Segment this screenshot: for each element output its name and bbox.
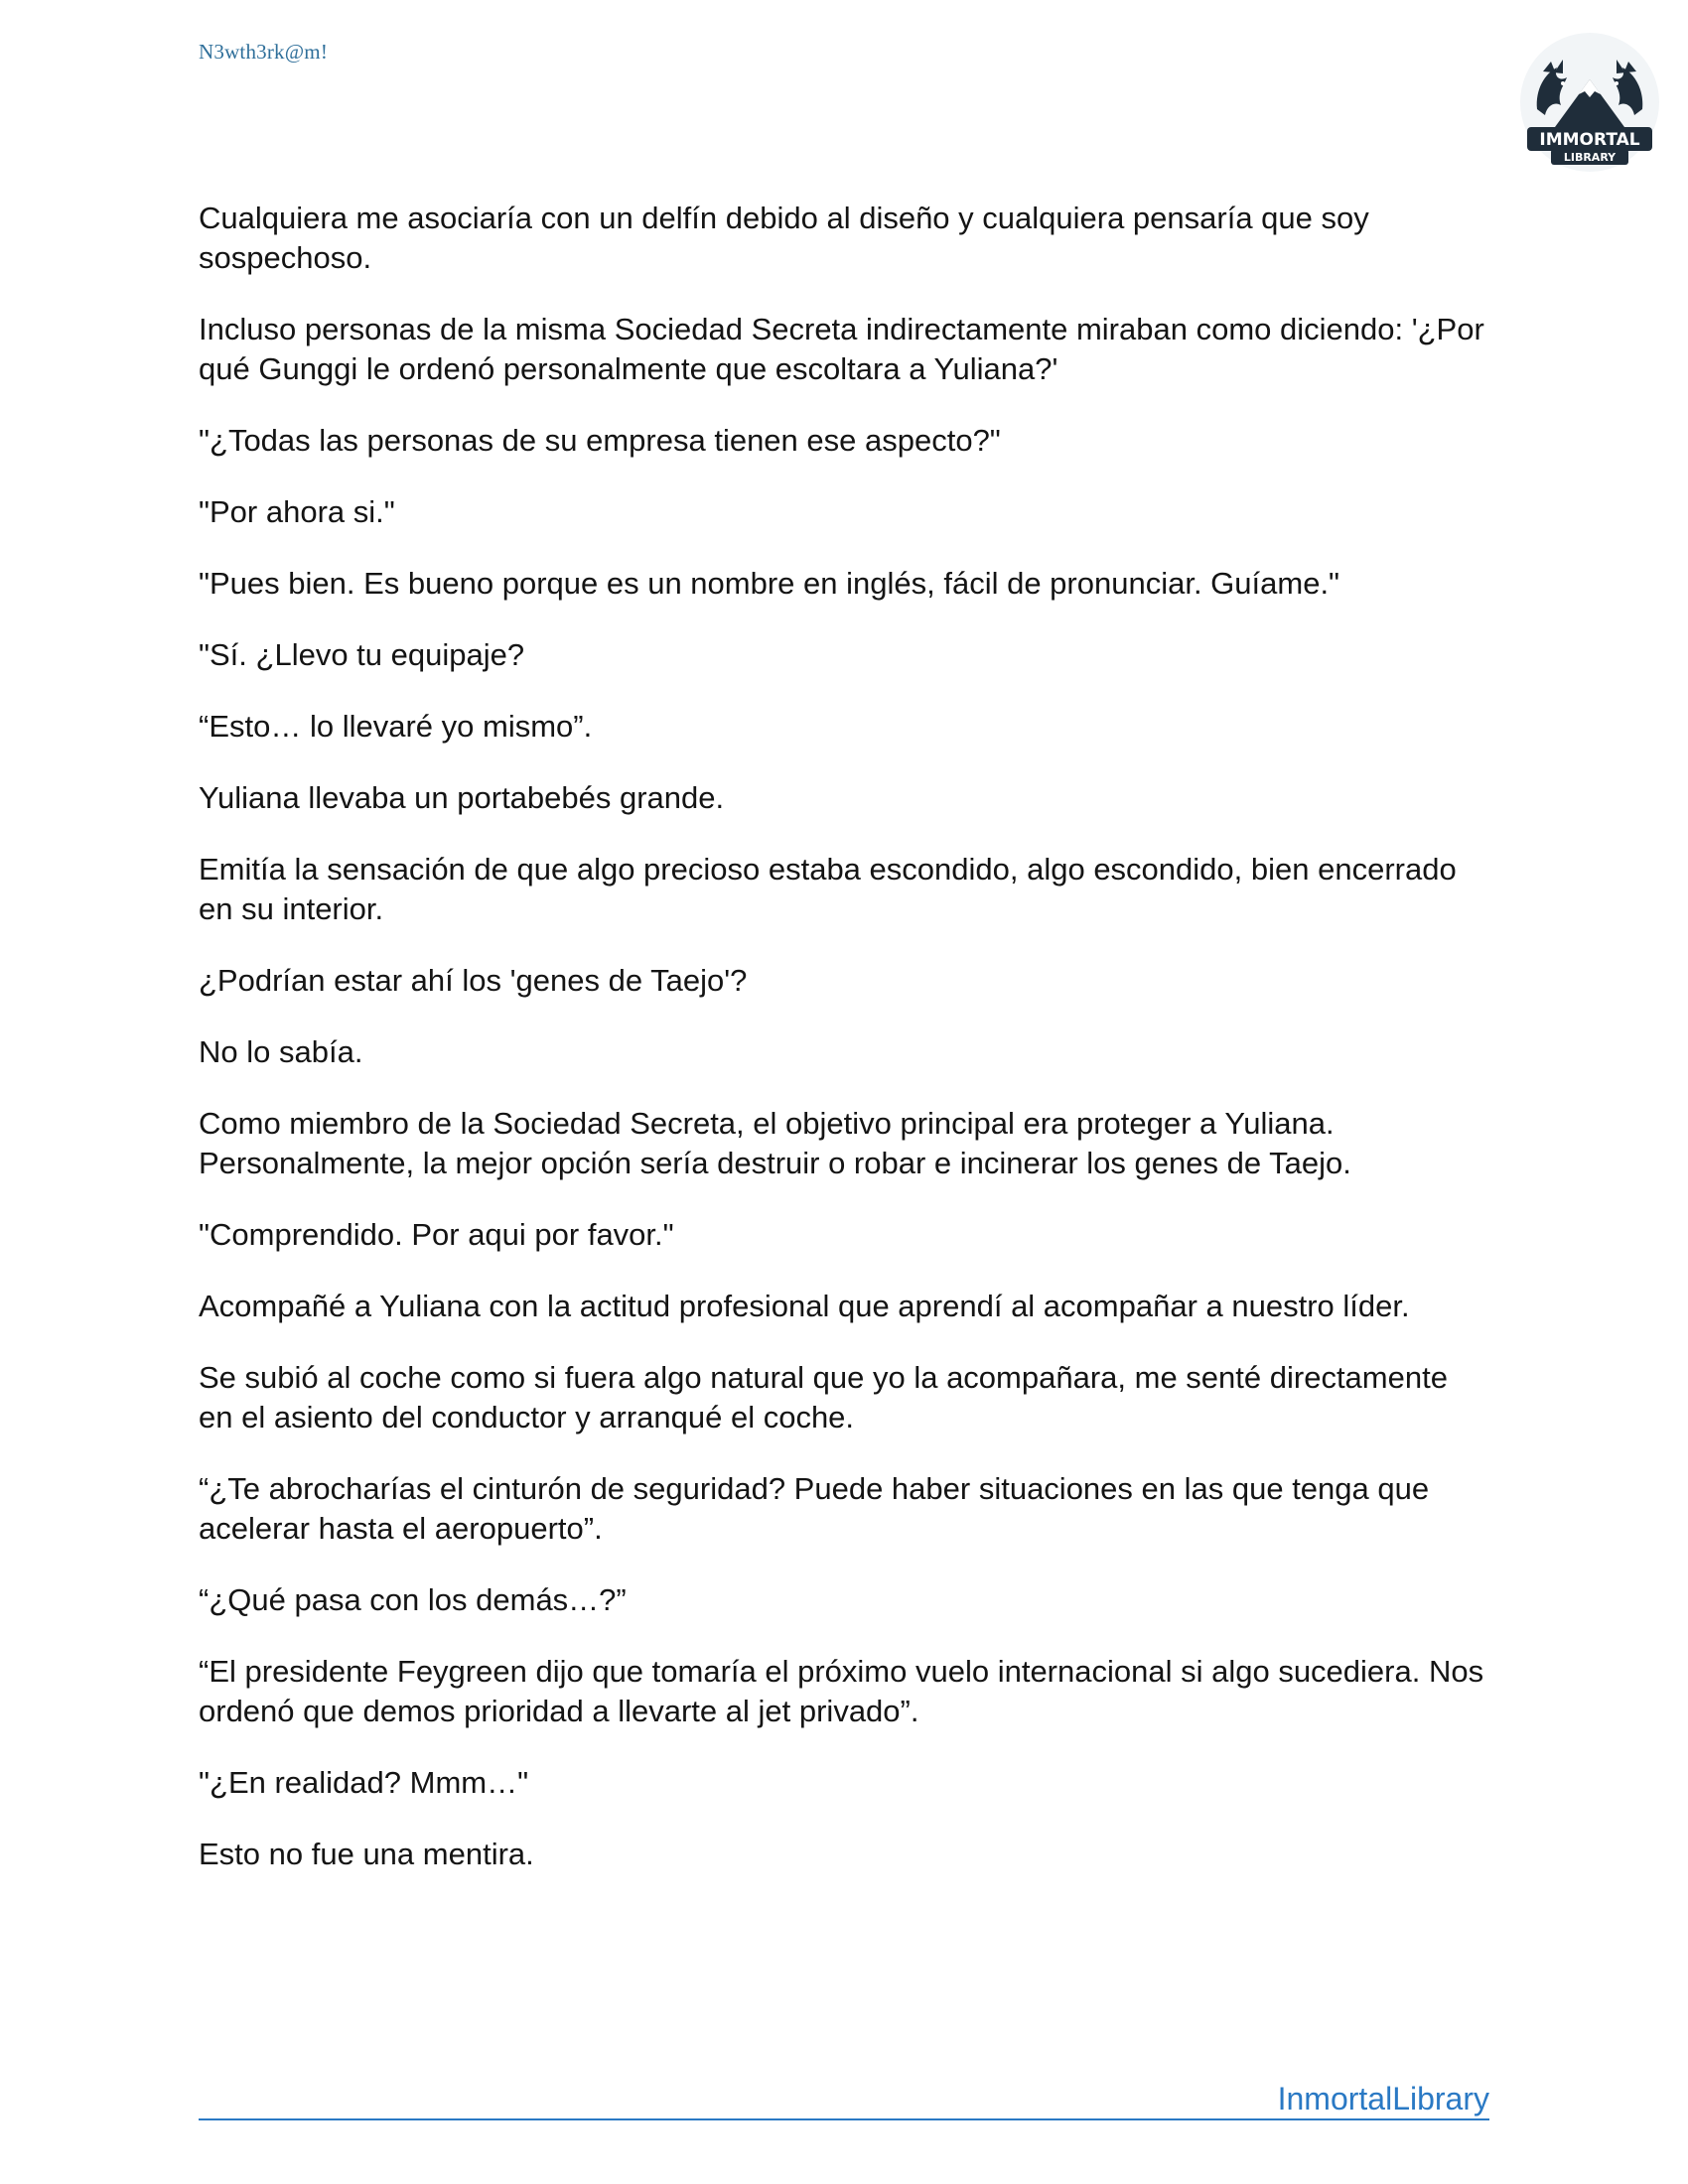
paragraph: "Comprendido. Por aqui por favor." bbox=[199, 1217, 674, 1252]
paragraph: "Pues bien. Es bueno porque es un nombre en inglés, fácil de pronunciar. Guíame." bbox=[199, 566, 1340, 601]
paragraph: Incluso personas de la misma Sociedad Secreta indirectamente miraban como diciendo: '¿Por qué Gunggi le ordenó personalmente que escoltara a Yuliana?' bbox=[199, 312, 1484, 386]
document-body bbox=[199, 199, 1489, 1906]
paragraph: Cualquiera me asociaría con un delfín debido al diseño y cualquiera pensaría que soy sospechoso. bbox=[199, 201, 1369, 275]
paragraph: Acompañé a Yuliana con la actitud profesional que aprendí al acompañar a nuestro líder. bbox=[199, 1289, 1410, 1323]
paragraph: Como miembro de la Sociedad Secreta, el objetivo principal era proteger a Yuliana. Personalmente, la mejor opción sería destruir o robar e incinerar los genes de Taejo. bbox=[199, 1106, 1351, 1180]
paragraph: “Esto… lo llevaré yo mismo”. bbox=[199, 709, 593, 744]
header-watermark-tag: N3wth3rk@m! bbox=[199, 40, 329, 64]
logo-text-line1: IMMORTAL bbox=[1539, 130, 1640, 150]
paragraph: Emitía la sensación de que algo precioso estaba escondido, algo escondido, bien encerrado en su interior. bbox=[199, 852, 1457, 926]
immortal-library-logo bbox=[1517, 32, 1662, 173]
paragraph: "¿En realidad? Mmm…" bbox=[199, 1765, 529, 1800]
paragraph: "¿Todas las personas de su empresa tienen ese aspecto?" bbox=[199, 423, 1001, 458]
footer-site-link[interactable]: InmortalLibrary bbox=[1277, 2081, 1489, 2116]
paragraph: Yuliana llevaba un portabebés grande. bbox=[199, 780, 725, 815]
paragraph: ¿Podrían estar ahí los 'genes de Taejo'? bbox=[199, 963, 748, 998]
paragraph: "Por ahora si." bbox=[199, 494, 395, 529]
paragraph: No lo sabía. bbox=[199, 1034, 363, 1069]
paragraph: Esto no fue una mentira. bbox=[199, 1837, 534, 1871]
logo-text-line2: LIBRARY bbox=[1563, 151, 1617, 164]
paragraph: Se subió al coche como si fuera algo natural que yo la acompañara, me senté directamente en el asiento del conductor y arranqué el coche. bbox=[199, 1360, 1448, 1434]
page-footer bbox=[199, 2081, 1489, 2120]
paragraph: “¿Qué pasa con los demás…?” bbox=[199, 1582, 627, 1617]
footer-divider bbox=[199, 2118, 1489, 2120]
paragraph: “¿Te abrocharías el cinturón de seguridad? Puede haber situaciones en las que tenga que acelerar hasta el aeropuerto”. bbox=[199, 1471, 1430, 1546]
paragraph: "Sí. ¿Llevo tu equipaje? bbox=[199, 637, 525, 672]
paragraph: “El presidente Feygreen dijo que tomaría el próximo vuelo internacional si algo sucediera. Nos ordenó que demos prioridad a llevarte al jet privado”. bbox=[199, 1654, 1484, 1728]
